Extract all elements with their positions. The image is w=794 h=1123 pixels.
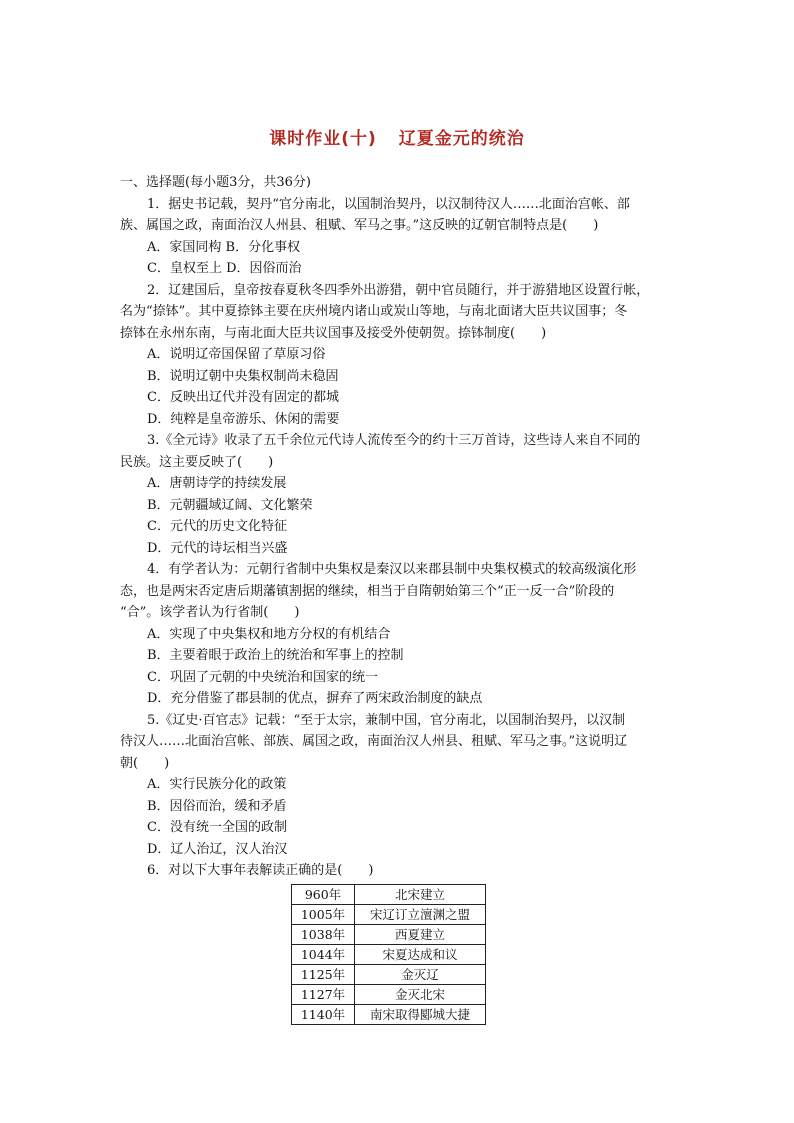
q5-stem-line-3: 朝( ) [120,755,170,771]
table-row [292,1004,486,1024]
table-row [292,904,486,924]
q2-stem-line-1: 2．辽建国后，皇帝按春夏秋冬四季外出游猎，朝中官员随行，并于游猎地区设置行帐， [147,282,650,298]
q4-option-b: B．主要着眼于政治上的统治和军事上的控制 [147,648,404,663]
q5-option-c: C．没有统一全国的政制 [147,820,287,835]
q2-stem-line-2: 名为“捺钵”。其中夏捺钵主要在庆州境内诸山或炭山等地，与南北面诸大臣共议国事；冬 [120,304,628,319]
event-cell: 南宋取得郾城大捷 [355,1004,486,1024]
content [120,172,680,1025]
event-cell: 金灭辽 [355,964,486,984]
event-cell: 宋夏达成和议 [355,944,486,964]
q3-stem-line-2: 民族。这主要反映了( ) [120,454,274,470]
title-part-2: 辽夏金元的统治 [398,129,525,149]
q4-stem-line-2: 态，也是两宋否定唐后期藩镇割据的继续，相当于自隋朝始第三个“正一反一合”阶段的 [120,583,615,599]
q4-option-c: C．巩固了元朝的中央统治和国家的统一 [147,669,378,685]
q3-option-b: B．元朝疆域辽阔、文化繁荣 [147,497,313,513]
q3-option-d: D．元代的诗坛相当兴盛 [147,540,288,556]
event-cell: 西夏建立 [355,924,486,944]
event-cell: 北宋建立 [355,884,486,904]
year-cell: 1125年 [292,964,355,984]
q2-option-c: C．反映出辽代并没有固定的都城 [147,390,339,405]
table-row [292,924,486,944]
year-cell: 1038年 [292,924,355,944]
q1-stem-line-1: 1．据史书记载，契丹“官分南北，以国制治契丹，以汉制待汉人……北面治宫帐、部 [147,196,630,212]
q2-stem-line-3: 捺钵在永州东南，与南北面大臣共议国事及接受外使朝贺。捺钵制度( ) [120,325,547,341]
table-row [292,964,486,984]
year-cell: 1005年 [292,904,355,924]
event-cell: 金灭北宋 [355,984,486,1004]
q5-option-a: A．实行民族分化的政策 [147,777,287,792]
table-row [292,944,486,964]
section-heading: 一、选择题(每小题3分，共36分) [120,175,311,190]
year-cell: 1127年 [292,984,355,1004]
q4-option-a: A．实现了中央集权和地方分权的有机结合 [147,626,391,642]
q4-stem-line-3: “合”。该学者认为行省制( ) [120,605,300,620]
q5-stem-line-1: 5.《辽史·百官志》记载：“至于太宗，兼制中国，官分南北，以国制治契丹，以汉制 [147,712,626,728]
q2-option-d: D．纯粹是皇帝游乐、休闲的需要 [147,411,340,427]
q1-stem-line-2: 族、属国之政，南面治汉人州县、租赋、军马之事。”这反映的辽朝官制特点是( ) [120,218,599,233]
q5-option-d: D．辽人治辽，汉人治汉 [147,841,288,857]
q3-stem-line-1: 3.《全元诗》收录了五千余位元代诗人流传至今的约十三万首诗，这些诗人来自不同的 [147,433,641,448]
q6-stem: 6．对以下大事年表解读正确的是( ) [147,863,374,878]
events-timeline-table [291,884,486,1025]
q4-stem-line-1: 4．有学者认为：元朝行省制中央集权是秦汉以来郡县制中央集权模式的较高级演化形 [147,562,637,577]
q5-option-b: B．因俗而治，缓和矛盾 [147,798,287,814]
year-cell: 1140年 [292,1004,355,1024]
q4-option-d: D．充分借鉴了郡县制的优点，摒弃了两宋政治制度的缺点 [147,691,483,706]
year-cell: 960年 [292,884,355,904]
q1-options-ab: A．家国同构 B．分化事权 [147,239,301,255]
table-row [292,984,486,1004]
event-cell: 宋辽订立澶渊之盟 [355,904,486,924]
table-row [292,884,486,904]
q3-option-a: A．唐朝诗学的持续发展 [147,476,287,491]
q3-option-c: C．元代的历史文化特征 [147,519,287,534]
q5-stem-line-2: 待汉人……北面治宫帐、部族、属国之政，南面治汉人州县、租赋、军马之事。”这说明辽 [120,734,628,749]
q2-option-b: B．说明辽朝中央集权制尚未稳固 [147,368,339,384]
q1-options-cd: C．皇权至上 D．因俗而治 [147,261,302,276]
q2-option-a: A．说明辽帝国保留了草原习俗 [147,347,326,362]
title-part-1: 课时作业(十) [269,129,377,149]
page-title [0,124,794,149]
year-cell: 1044年 [292,944,355,964]
